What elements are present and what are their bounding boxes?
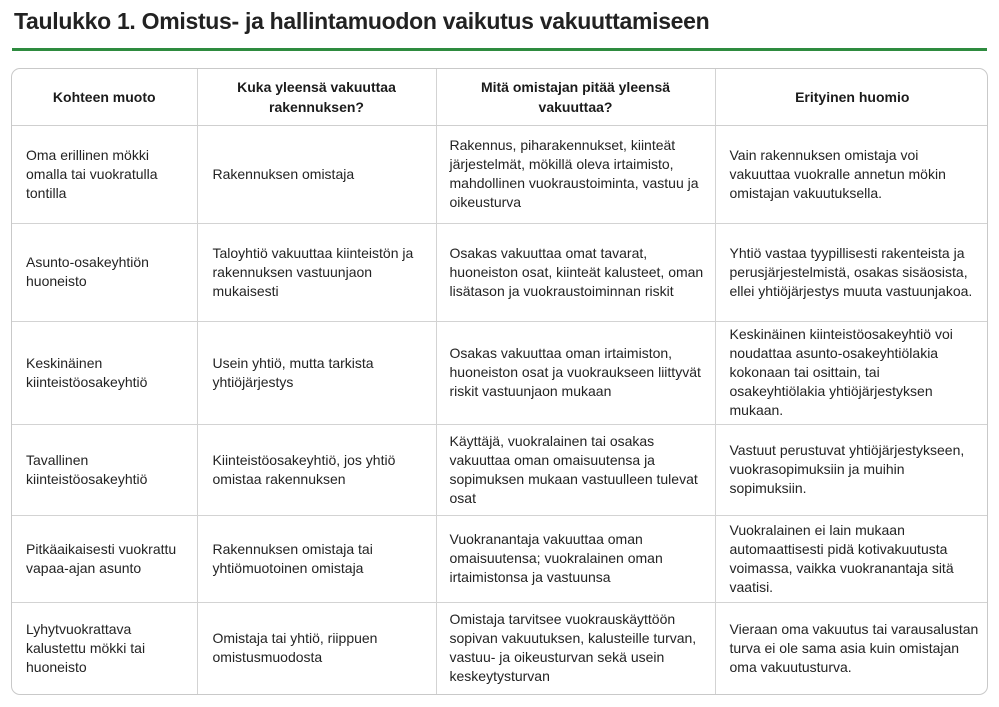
table-cell: Tavallinen kiinteistöosakeyhtiö [12,424,197,515]
column-header-owner-should-insure: Mitä omistajan pitää yleensä vakuuttaa? [436,69,715,125]
page-title: Taulukko 1. Omistus- ja hallintamuodon vaikutus vakuuttamiseen [14,8,710,34]
table-cell: Yhtiö vastaa tyypillisesti rakenteista ja perusjärjestelmistä, osakas sisäosista, ellei yhtiöjärjestys muuta vastuunjakoa. [715,223,988,321]
table-cell: Vieraan oma vakuutus tai varausalustan turva ei ole sama asia kuin omistajan oma vakuutusturva. [729,620,979,675]
table-cell: Vuokralainen ei lain mukaan automaattisesti pidä kotivakuutusta voimassa, vaikka vuokranantaja sitä vaatisi. [715,515,988,602]
insurance-table [12,69,988,694]
table-cell: Vuokranantaja vakuuttaa oman omaisuutensa; vuokralainen oman irtaimistonsa ja vastuunsa [436,515,715,602]
title-divider [12,48,987,51]
table-cell: Rakennuksen omistaja [197,125,436,223]
insurance-table-frame [11,68,988,695]
table-cell: Asunto-osakeyhtiön huoneisto [12,223,197,321]
table-cell: Oma erillinen mökki omalla tai vuokratulla tontilla [12,125,197,223]
column-header-special-note: Erityinen huomio [715,69,988,125]
table-cell: Vastuut perustuvat yhtiöjärjestykseen, vuokrasopimuksiin ja muihin sopimuksiin. [715,424,988,515]
table-row [12,424,988,515]
table-row [12,515,988,602]
table-cell: Omistaja tai yhtiö, riippuen omistusmuodosta [197,602,436,694]
table-row [12,602,988,694]
table-cell: Keskinäinen kiinteistöosakeyhtiö [12,321,197,424]
table-header-row [12,69,988,125]
table-row [12,125,988,223]
table-row [12,321,988,424]
table-cell: Omistaja tarvitsee vuokrauskäyttöön sopivan vakuutuksen, kalusteille turvan, vastuu- ja oikeusturvan sekä usein keskeytysturvan [436,602,715,694]
table-cell: Käyttäjä, vuokralainen tai osakas vakuuttaa oman omaisuutensa ja sopimuksen mukaan vastuulleen tulevat osat [436,424,715,515]
table-cell: Osakas vakuuttaa omat tavarat, huoneiston osat, kiinteät kalusteet, oman lisätason ja vuokraustoiminnan riskit [436,223,715,321]
table-cell: Usein yhtiö, mutta tarkista yhtiöjärjestys [197,321,436,424]
table-cell: Keskinäinen kiinteistöosakeyhtiö voi noudattaa asunto-osakeyhtiölakia kokonaan tai osittain, tai osakeyhtiölakia yhtiöjärjestyksen mukaan. [715,321,988,424]
table-cell: Vain rakennuksen omistaja voi vakuuttaa vuokralle annetun mökin omistajan vakuutuksella. [715,125,988,223]
table-cell: Pitkäaikaisesti vuokrattu vapaa-ajan asunto [12,515,197,602]
table-cell: Taloyhtiö vakuuttaa kiinteistön ja rakennuksen vastuunjaon mukaisesti [197,223,436,321]
column-header-who-insures-building: Kuka yleensä vakuuttaa rakennuksen? [197,69,436,125]
table-cell: Kiinteistöosakeyhtiö, jos yhtiö omistaa rakennuksen [197,424,436,515]
table-cell: Rakennus, piharakennukset, kiinteät järjestelmät, mökillä oleva irtaimisto, mahdollinen vuokraustoiminta, vastuu ja oikeusturva [436,125,715,223]
table-cell: Lyhytvuokrattava kalustettu mökki tai huoneisto [12,602,197,694]
column-header-property-type: Kohteen muoto [12,69,197,125]
table-cell: Rakennuksen omistaja tai yhtiömuotoinen omistaja [197,515,436,602]
table-cell: Osakas vakuuttaa oman irtaimiston, huoneiston osat ja vuokraukseen liittyvät riskit vastuunjaon mukaan [436,321,715,424]
table-row [12,223,988,321]
